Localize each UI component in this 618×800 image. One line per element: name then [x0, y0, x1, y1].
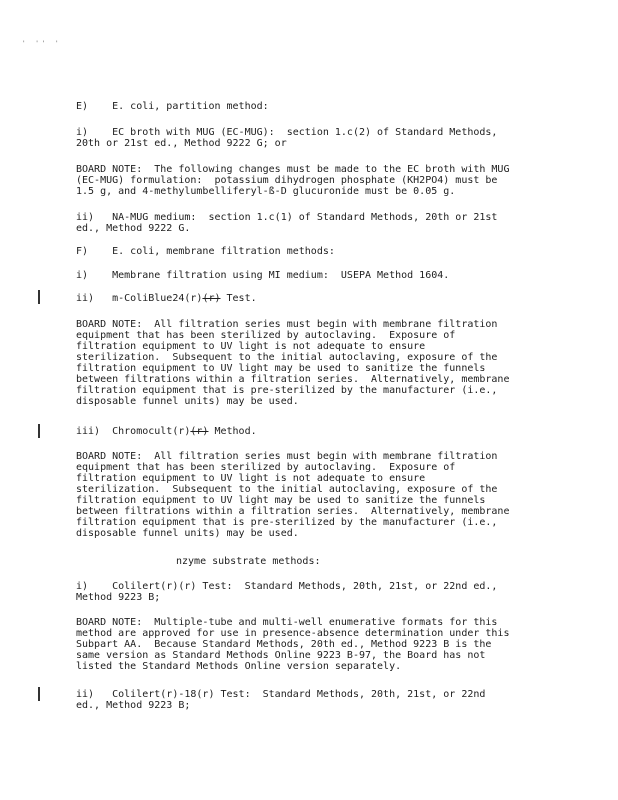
board-note-text: sterilization. Subsequent to the initial autoclaving, exposure of the	[76, 352, 498, 363]
board-note-text: equipment that has been sterilized by autoclaving. Exposure of	[76, 330, 456, 341]
item-text: ed., Method 9223 B;	[76, 700, 191, 711]
item-text: ed., Method 9222 G.	[76, 223, 191, 234]
board-note-text: 1.5 g, and 4-methylumbelliferyl-ß-D glucuronide must be 0.05 g.	[76, 186, 456, 197]
item-text	[76, 426, 576, 437]
item-text-part: Method.	[208, 426, 257, 437]
struck-text: (r)	[190, 426, 209, 437]
item-text: i) Colilert(r)(r) Test: Standard Methods, 20th, 21st, or 22nd ed.,	[76, 581, 498, 592]
board-note-text: disposable funnel units) may be used.	[76, 396, 299, 407]
board-note-text: filtration equipment to UV light is not adequate to ensure	[76, 341, 426, 352]
item-text: Method 9223 B;	[76, 592, 161, 603]
section-heading-g: nzyme substrate methods:	[176, 556, 321, 567]
board-note-text: filtration equipment to UV light may be used to sanitize the funnels	[76, 363, 486, 374]
board-note-text: between filtrations within a filtration series. Alternatively, membrane	[76, 506, 510, 517]
item-text: 20th or 21st ed., Method 9222 G; or	[76, 138, 287, 149]
board-note-text: sterilization. Subsequent to the initial autoclaving, exposure of the	[76, 484, 498, 495]
item-text	[76, 293, 576, 304]
struck-text: (r)	[202, 293, 221, 304]
board-note-text: BOARD NOTE: Multiple-tube and multi-well enumerative formats for this	[76, 617, 498, 628]
item-text-part: ii) m-ColiBlue24(r)	[76, 293, 203, 304]
board-note-text: BOARD NOTE: All filtration series must begin with membrane filtration	[76, 451, 498, 462]
board-note-text: filtration equipment to UV light may be used to sanitize the funnels	[76, 495, 486, 506]
section-heading-f: F) E. coli, membrane filtration methods:	[76, 246, 335, 257]
change-bar	[38, 290, 40, 304]
board-note-text: same version as Standard Methods Online 9223 B-97, the Board has not	[76, 650, 486, 661]
board-note-text: listed the Standard Methods Online version separately.	[76, 661, 402, 672]
item-text-part: iii) Chromocult(r)	[76, 426, 191, 437]
board-note-text: filtration equipment to UV light is not adequate to ensure	[76, 473, 426, 484]
board-note-text: method are approved for use in presence-absence determination under this	[76, 628, 510, 639]
board-note-text: between filtrations within a filtration series. Alternatively, membrane	[76, 374, 510, 385]
item-text: ii) NA-MUG medium: section 1.c(1) of Standard Methods, 20th or 21st	[76, 212, 498, 223]
board-note-text: disposable funnel units) may be used.	[76, 528, 299, 539]
item-text-part: Test.	[220, 293, 257, 304]
change-bar	[38, 424, 40, 438]
change-bar	[38, 687, 40, 701]
board-note-text: Subpart AA. Because Standard Methods, 20th ed., Method 9223 B is the	[76, 639, 492, 650]
board-note-text: BOARD NOTE: All filtration series must begin with membrane filtration	[76, 319, 498, 330]
board-note-text: equipment that has been sterilized by autoclaving. Exposure of	[76, 462, 456, 473]
item-text: i) EC broth with MUG (EC-MUG): section 1.c(2) of Standard Methods,	[76, 127, 498, 138]
scan-header-marks: ' '' '	[22, 40, 62, 47]
section-heading-e: E) E. coli, partition method:	[76, 101, 269, 112]
board-note-text: (EC-MUG) formulation: potassium dihydrogen phosphate (KH2PO4) must be	[76, 175, 498, 186]
board-note-text: BOARD NOTE: The following changes must be made to the EC broth with MUG	[76, 164, 510, 175]
board-note-text: filtration equipment that is pre-sterilized by the manufacturer (i.e.,	[76, 517, 498, 528]
board-note-text: filtration equipment that is pre-sterilized by the manufacturer (i.e.,	[76, 385, 498, 396]
item-text: ii) Colilert(r)-18(r) Test: Standard Methods, 20th, 21st, or 22nd	[76, 689, 486, 700]
item-text: i) Membrane filtration using MI medium: USEPA Method 1604.	[76, 270, 450, 281]
